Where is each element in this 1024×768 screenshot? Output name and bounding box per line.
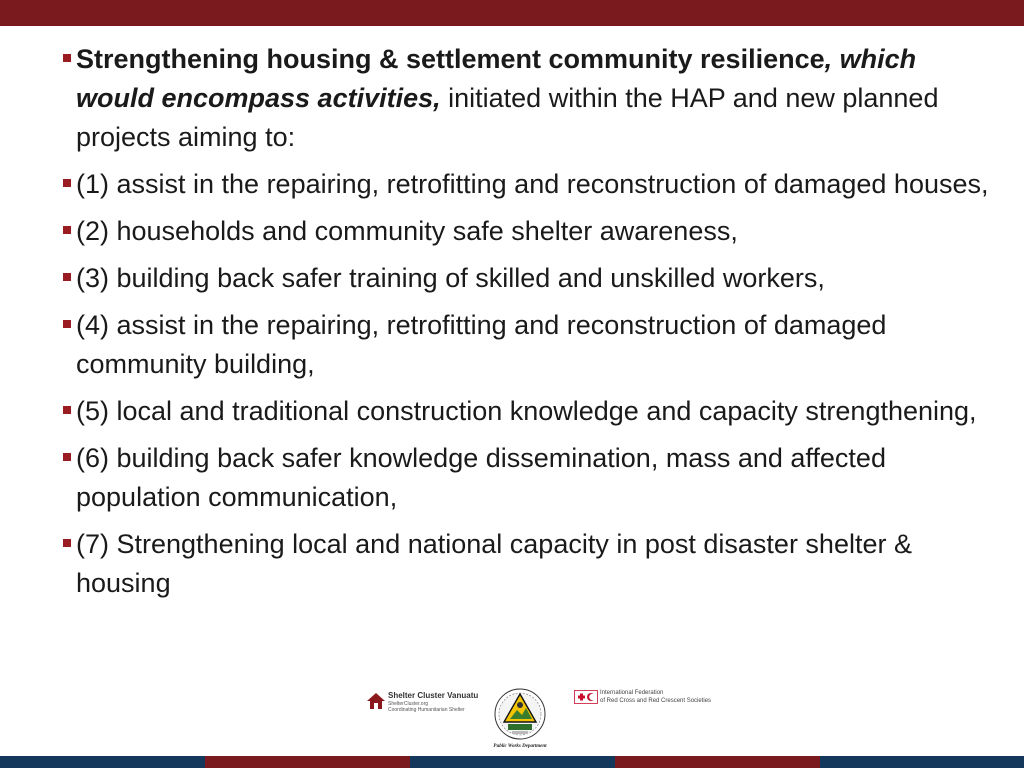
red-cross-crescent-icon — [574, 690, 598, 704]
lead-bold-italic-text: , which would encompass activities, — [76, 44, 917, 113]
ifrc-line2: of Red Cross and Red Crescent Societies — [600, 698, 712, 704]
list-item-6: (6) building back safer knowledge dissemination, mass and affected population communication, — [62, 439, 992, 517]
shelter-cluster-name: Shelter Cluster Vanuatu — [388, 691, 479, 700]
list-item-3: (3) building back safer training of skilled and unskilled workers, — [62, 259, 992, 298]
list-item-2: (2) households and community safe shelter awareness, — [62, 212, 992, 251]
bottom-bar-segment-1 — [0, 756, 205, 768]
bottom-bar-segment-2 — [205, 756, 410, 768]
list-item-1: (1) assist in the repairing, retrofitting and reconstruction of damaged houses, — [62, 165, 992, 204]
top-accent-bar — [0, 0, 1024, 26]
bottom-accent-bar — [0, 756, 1024, 768]
list-item-5: (5) local and traditional construction knowledge and capacity strengthening, — [62, 392, 992, 431]
public-works-seal-icon — [494, 686, 546, 742]
lead-bullet — [62, 40, 992, 157]
shelter-house-icon — [366, 692, 386, 710]
list-item-7: (7) Strengthening local and national capacity in post disaster shelter & housing — [62, 525, 992, 603]
bottom-bar-segment-4 — [615, 756, 820, 768]
bottom-bar-segment-5 — [820, 756, 1024, 768]
lead-regular-text: initiated within the HAP and new planned projects aiming to: — [76, 83, 939, 152]
ifrc-logo — [574, 688, 724, 712]
shelter-cluster-logo — [366, 690, 484, 716]
public-works-logo — [484, 686, 556, 756]
list-item-4: (4) assist in the repairing, retrofitting and reconstruction of damaged community building, — [62, 306, 992, 384]
slide-body — [62, 40, 992, 611]
footer-logos — [0, 684, 1024, 756]
lead-bold-text: Strengthening housing & settlement community resilience — [76, 44, 825, 74]
bottom-bar-segment-3 — [410, 756, 615, 768]
public-works-caption: Public Works Department — [493, 744, 547, 749]
ifrc-line1: International Federation — [600, 690, 664, 696]
shelter-cluster-line2: Coordinating Humanitarian Shelter — [388, 707, 465, 713]
shelter-cluster-line1: ShelterCluster.org — [388, 701, 429, 707]
